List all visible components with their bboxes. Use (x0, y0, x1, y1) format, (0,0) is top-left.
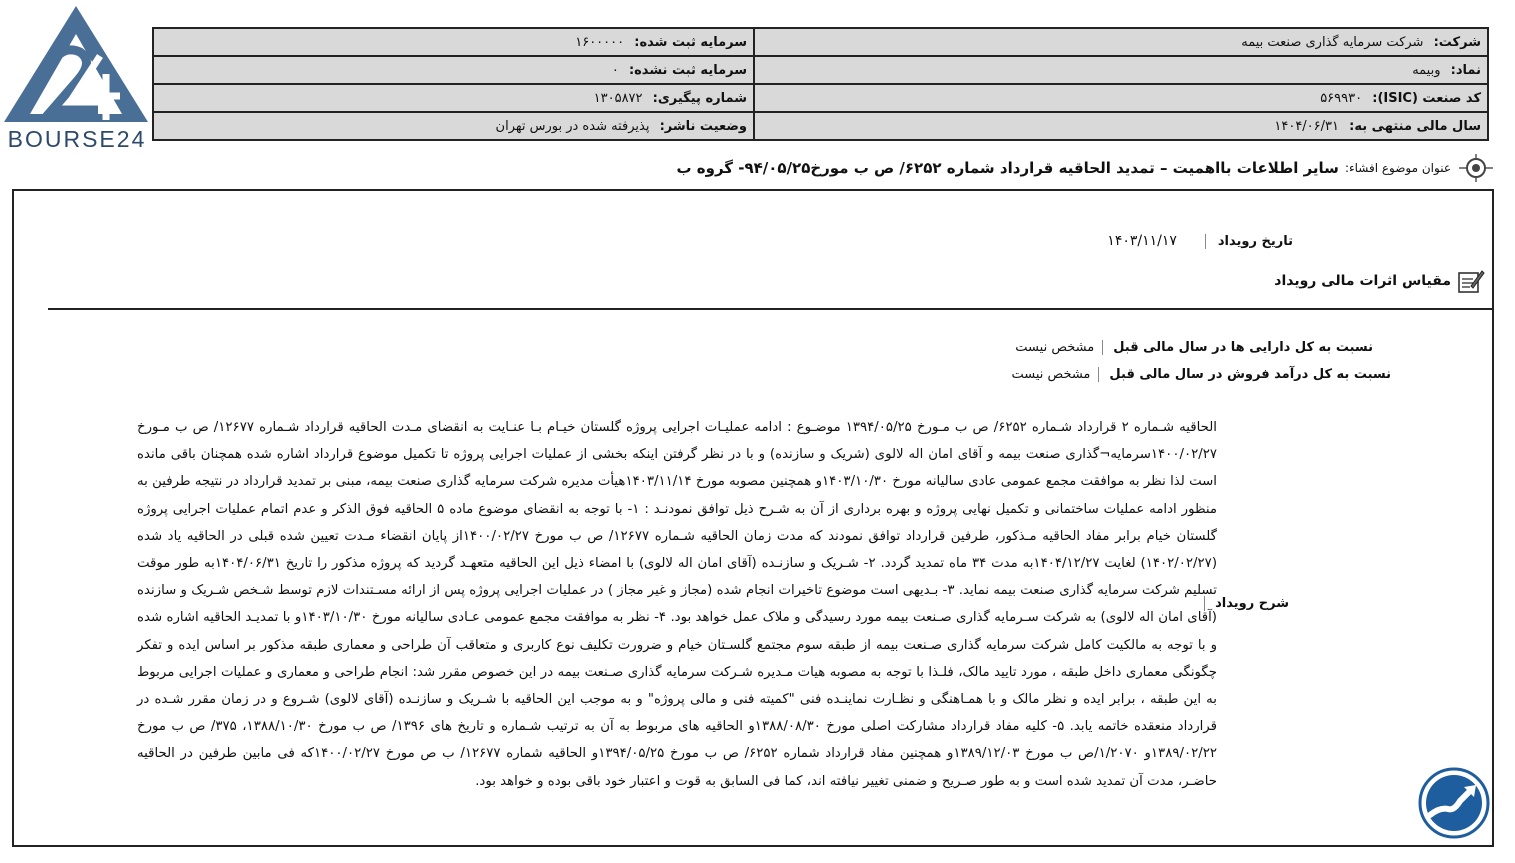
unregistered-capital-label: سرمایه ثبت نشده: (628, 62, 747, 78)
registered-capital-label: سرمایه ثبت شده: (634, 34, 747, 50)
financial-impact-title: مقیاس اثرات مالی رویداد (1274, 273, 1451, 289)
fiscal-year-value: ۱۴۰۴/۰۶/۳۱ (1274, 118, 1339, 134)
isic-value: ۵۶۹۹۳۰ (1320, 90, 1363, 106)
table-row (153, 84, 1488, 112)
company-value: شرکت سرمایه گذاری صنعت بیمه (1241, 34, 1424, 50)
subject-label: عنوان موضوع افشاء: (1344, 161, 1451, 175)
financial-impact-heading (1274, 268, 1485, 294)
publisher-status-cell (153, 112, 754, 140)
subject-value: سایر اطلاعات بااهمیت – تمدید الحاقیه قرارداد شماره ۶۲۵۲/ ص ب مورخ۹۴/۰۵/۲۵- گروه ب (676, 159, 1339, 177)
note-edit-icon (1457, 268, 1485, 294)
symbol-value: وبیمه (1412, 62, 1441, 78)
company-label: شرکت: (1433, 34, 1481, 50)
registered-capital-cell (153, 28, 754, 56)
tracking-cell (153, 84, 754, 112)
bourse24-logo-icon (2, 4, 150, 128)
fiscal-year-label: سال مالی منتهی به: (1349, 118, 1481, 134)
bourse24-logo (2, 4, 150, 150)
target-icon (1459, 154, 1493, 182)
table-row (153, 112, 1488, 140)
tracking-label: شماره پیگیری: (652, 90, 747, 106)
disclosure-subject (676, 154, 1493, 182)
event-date-label: تاریخ رویداد (1205, 234, 1293, 249)
ratio-assets-row (1015, 340, 1373, 355)
event-description-text: الحاقیه شـماره ۲ قرارداد شـماره ۶۲۵۲/ ص ب مـورخ ۱۳۹۴/۰۵/۲۵ موضـوع : ادامه عملیـات اجرایی پروژه گلستان خیـام بـا عنـایت به انقضای مـدت الحاقیه قرارداد شـماره ۱۲۶۷۷/ ص ب مـورخ ۱۴۰۰/۰۲/۲۷سرمایه¬گذاری صنعت بیمه و آقای امان اله لالوی (شریک و سازنده) و با در نظر گرفتن اینکه بخشی از عملیات اجرایی پروژه تا تکمیل موضوع قرارداد اشاره شده همچنان باقی مانده است لذا نظر به موافقت مجمع عمومی عادی سالیانه مورخ ۱۴۰۳/۱۰/۳۰و همچنین مصوبه مورخ ۱۴۰۳/۱۱/۱۴هیأت مدیره شرکت سرمایه گذاری صنعت بیمه، مبنی بر تمدید قرارداد در نتیجه طرفین به منظور ادامه عملیات ساختمانی و تکمیل نهایی پروژه و بهره برداری از آن به شـرح ذیل توافق نمودنـد : ۱- با توجه به انقضای موضوع ماده ۵ الحاقیه فوق الذکر و عدم اتمام عملیات اجرایی پروژه گلستان خیام برابر مفاد الحاقیه مـذکور، طرفین قرارداد توافق نمودند که مدت زمان الحاقیه شـماره ۱۲۶۷۷/ ص ب مورخ ۱۴۰۰/۰۲/۲۷از پایان انقضاء مـدت تعیین شده قبلی در الحاقیه یاد شده (۱۴۰۲/۰۲/۲۷) لغایت ۱۴۰۴/۱۲/۲۷به مدت ۳۴ ماه تمدید گردد. ۲- شـریک و سازنـده (آقای امان اله لالوی) با امضاء ذیل این الحاقیه متعهـد گردید که پروژه مذکور را تاریخ ۱۴۰۴/۰۶/۳۱به طور موقت تسلیم شرکت سرمایه گذاری صنعت بیمه نماید. ۳- بـدیهی است موضوع تاخیرات انجام شده (مجاز و غیر مجاز ) در عملیات اجرایی پروژه پس از ارائه مسـتندات لازم توسط شـخص شـریک و سازنده (آقای امان اله لالوی) به شرکت سـرمایه گذاری صـنعت بیمه مورد رسیدگی و ملاک عمل خواهد بود. ۴- نظر به موافقت مجمع عمومی عـادی سالیانه مورخ ۱۴۰۳/۱۰/۳۰و با تمدیـد الحاقیه اشاره شده و با توجه به مالکیت کامل شرکت سرمایه گذاری صـنعت بیمه از طبقه سوم مجتمع گلسـتان خیام و ضرورت تکلیف نوع کاربری و متعاقب آن طراحی و معماری طبقه مذکور بر اساس ایده و تفکر چگونگی معماری داخل طبقه ، مورد تایید مالک، فلـذا با توجه به مصوبه هیات مـدیره شـرکت سرمایه گذاری صـنعت بیمه در این خصوص مقرر شد: انجام طراحی و معماری و عملیات اجرایی مربوط به این طبقه ، برابر ایده و نظر مالک و با همـاهنگی و نظـارت نماینـده فنی "کمیته فنی و مالی پروژه" و به موجب این الحاقیه با شـریک و سازنـده (آقای لالوی) شـروع و در زمان مقرر شـده در قرارداد منعقده خاتمه یابد. ۵- کلیه مفاد قرارداد مشارکت اصلی مورخ ۱۳۸۸/۰۸/۳۰و الحاقیه های مربوط به آن به ترتیب شـماره و تاریخ های ۱۳۹۶/ ص ب مورخ ۱۳۸۸/۱۰/۳۰، ۳۷۵/ ص ب مورخ ۱۳۸۹/۰۲/۲۲و ۱/۲۰۷۰/ص ب مورخ ۱۳۸۹/۱۲/۰۳و همچنین مفاد قرارداد شماره ۶۲۵۲/ ص ب مورخ ۱۳۹۴/۰۵/۲۵و الحاقیه شماره ۱۲۶۷۷/ ب ص مورخ ۱۴۰۰/۰۲/۲۷که فی مابین طرفین در الحاقیه حاضـر، مدت آن تمدید شده است و به طور صـریح و ضمنی تغییر نیافته اند، کما فی السابق به قوت و اعتبار خود باقی بوده و خواهد بود. (137, 420, 1218, 789)
symbol-cell (754, 56, 1488, 84)
ratio-sales-row (1011, 367, 1391, 382)
symbol-label: نماد: (1450, 62, 1481, 78)
tracking-value: ۱۳۰۵۸۷۲ (593, 90, 643, 106)
unregistered-capital-cell (153, 56, 754, 84)
trend-chart-icon (1418, 767, 1490, 839)
table-row (153, 56, 1488, 84)
company-info-table (152, 27, 1489, 141)
ratio-sales-label: نسبت به کل درآمد فروش در سال مالی قبل (1098, 367, 1391, 382)
event-description-label: شرح رویداد (1204, 596, 1289, 611)
table-row (153, 28, 1488, 56)
ratio-sales-value: مشخص نیست (1011, 367, 1091, 382)
event-date-value: ۱۴۰۳/۱۱/۱۷ (1107, 233, 1177, 249)
publisher-status-value: پذیرفته شده در بورس تهران (495, 118, 650, 134)
fiscal-year-cell (754, 112, 1488, 140)
divider (48, 308, 1494, 310)
ratio-assets-label: نسبت به کل دارایی ها در سال مالی قبل (1102, 340, 1373, 355)
unregistered-capital-value: ۰ (611, 62, 619, 78)
registered-capital-value: ۱۶۰۰۰۰۰ (575, 34, 625, 50)
publisher-status-label: وضعیت ناشر: (659, 118, 747, 134)
company-cell (754, 28, 1488, 56)
ratio-assets-value: مشخص نیست (1015, 340, 1095, 355)
isic-label: کد صنعت (ISIC): (1372, 90, 1481, 106)
isic-cell (754, 84, 1488, 112)
logo-text: BOURSE24 (7, 126, 147, 152)
event-date-row (1107, 233, 1293, 249)
